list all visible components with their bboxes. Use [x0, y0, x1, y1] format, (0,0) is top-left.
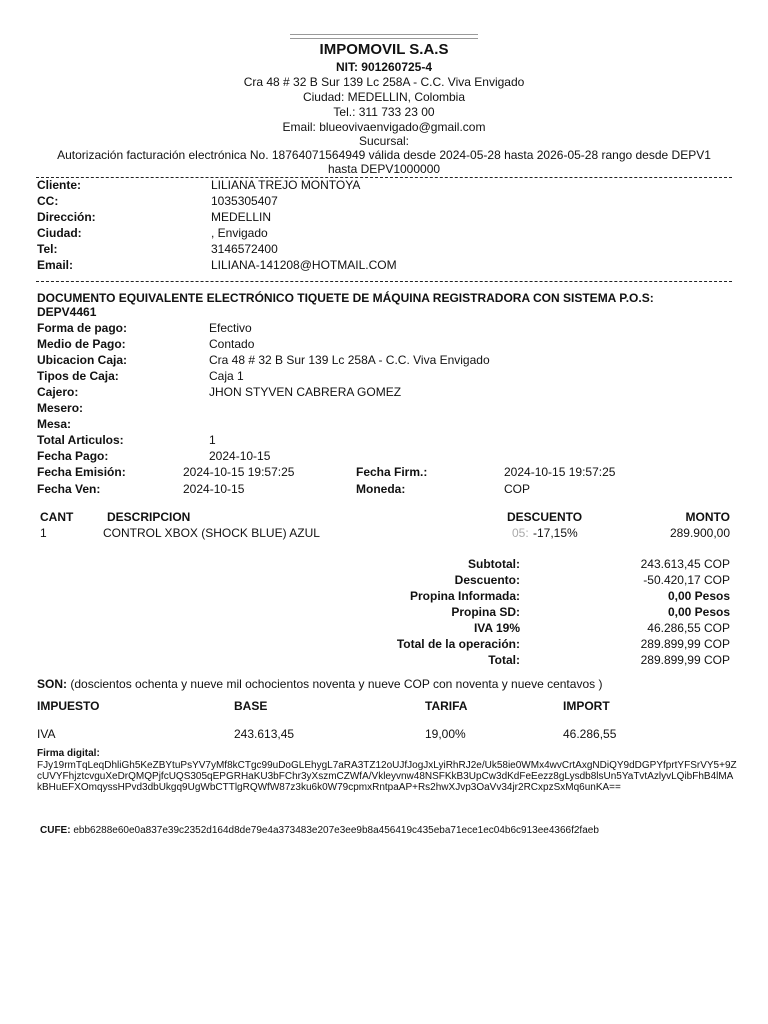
- address-label: Dirección:: [37, 210, 96, 224]
- tax-impuesto: IVA: [37, 727, 56, 741]
- email-value: LILIANA-141208@HOTMAIL.COM: [211, 258, 397, 272]
- fecha-emision-label: Fecha Emisión:: [37, 465, 126, 479]
- cufe-label: CUFE:: [40, 825, 71, 836]
- top-divider: [290, 34, 478, 39]
- cufe-value: ebb6288e60e0a837e39c2352d164d8de79e4a373483e207e3ee9b8a456419c435eba71ece1ec04b6c913ee4366f2faeb: [73, 825, 599, 836]
- city-value: , Envigado: [211, 226, 268, 240]
- company-phone: Tel.: 311 733 23 00: [333, 105, 435, 119]
- field-label: Tipos de Caja:: [37, 369, 119, 383]
- company-nit: NIT: 901260725-4: [335, 60, 433, 74]
- col-descripcion: DESCRIPCION: [107, 510, 191, 524]
- cufe: [40, 825, 599, 836]
- company-name: IMPOMOVIL S.A.S: [319, 41, 449, 58]
- col-impuesto: IMPUESTO: [37, 699, 100, 713]
- item-desc: CONTROL XBOX (SHOCK BLUE) AZUL: [103, 526, 320, 540]
- field-label: Fecha Pago:: [37, 449, 109, 463]
- address-value: MEDELLIN: [211, 210, 272, 224]
- iva-label: IVA 19%: [473, 621, 520, 635]
- propina-sd-label: Propina SD:: [451, 605, 520, 619]
- client-label: Cliente:: [37, 178, 82, 192]
- total-value: 289.899,99 COP: [640, 653, 730, 667]
- document-number: DEPV4461: [37, 305, 97, 319]
- fecha-ven-value: 2024-10-15: [183, 482, 245, 496]
- son-label: SON:: [37, 677, 67, 691]
- field-label: Total Articulos:: [37, 433, 124, 447]
- divider: [36, 177, 732, 178]
- field-value: Efectivo: [209, 321, 252, 335]
- col-import: IMPORT: [563, 699, 610, 713]
- propina-sd-value: 0,00 Pesos: [667, 605, 730, 619]
- fecha-firm-value: 2024-10-15 19:57:25: [504, 465, 616, 479]
- fecha-emision-value: 2024-10-15 19:57:25: [183, 465, 295, 479]
- descuento-value: -50.420,17 COP: [643, 573, 730, 587]
- signature-value: FJy19rmTqLeqDhliGh5KeZBYtuPsYV7yMf8kCTgc99uDoGLEhygL7aRA3TZ12oUJfJogJxLyiRhRJ2e/Uk58ie0WMx4wvCrtAxgNDiQY9dDGPYfprtYFSrVY5+9ZcUVYFhjztcvguXeDrQMQPjfcUQS305qEPGRHaKU3bFChr3yXszmCZWfA/Vkleyvnw48NSFKkB3UpCw3dKdFeEezz8gLysdb8lsUn5YaTvtAzlyvLQibFhB4lMAkBHuEFXOmqyssHPvd3dbUkgq9UgWbCTTlgRQWfW87z3ku6k0W79cpmxRntpaAP+Rs2hwXJvp3OaVv34jr2RCxpzSxMq6unKA==: [37, 760, 737, 793]
- propina-informada-value: 0,00 Pesos: [667, 589, 730, 603]
- son-text: (doscientos ochenta y nueve mil ochocientos noventa y nueve COP con noventa y nueve centavos ): [70, 677, 603, 691]
- client-value: LILIANA TREJO MONTOYA: [211, 178, 361, 192]
- field-label: Mesa:: [37, 417, 72, 431]
- field-value: Cra 48 # 32 B Sur 139 Lc 258A - C.C. Viva Envigado: [209, 353, 490, 367]
- field-label: Medio de Pago:: [37, 337, 126, 351]
- descuento-label: Descuento:: [454, 573, 520, 587]
- moneda-label: Moneda:: [356, 482, 406, 496]
- field-label: Mesero:: [37, 401, 84, 415]
- amount-in-words: [37, 677, 602, 692]
- tax-import: 46.286,55: [563, 727, 617, 741]
- document-title: DOCUMENTO EQUIVALENTE ELECTRÓNICO TIQUETE DE MÁQUINA REGISTRADORA CON SISTEMA P.O.S:: [37, 291, 654, 305]
- iva-value: 46.286,55 COP: [647, 621, 730, 635]
- fecha-ven-label: Fecha Ven:: [37, 482, 101, 496]
- cc-value: 1035305407: [211, 194, 278, 208]
- total-operacion-label: Total de la operación:: [396, 637, 520, 651]
- col-cant: CANT: [40, 510, 74, 524]
- tax-base: 243.613,45: [234, 727, 295, 741]
- moneda-value: COP: [504, 482, 531, 496]
- divider: [36, 281, 732, 282]
- email-label: Email:: [37, 258, 74, 272]
- field-value: JHON STYVEN CABRERA GOMEZ: [209, 385, 402, 399]
- field-label: Ubicacion Caja:: [37, 353, 128, 367]
- field-label: Forma de pago:: [37, 321, 128, 335]
- subtotal-value: 243.613,45 COP: [640, 557, 730, 571]
- company-branch: Sucursal:: [358, 134, 410, 148]
- col-base: BASE: [234, 699, 268, 713]
- propina-informada-label: Propina Informada:: [409, 589, 520, 603]
- signature-label: Firma digital:: [37, 748, 100, 759]
- field-value: Caja 1: [209, 369, 244, 383]
- field-value: 2024-10-15: [209, 449, 271, 463]
- fecha-firm-label: Fecha Firm.:: [356, 465, 428, 479]
- item-discount: -17,15%: [533, 526, 578, 540]
- tax-tarifa: 19,00%: [425, 727, 466, 741]
- city-label: Ciudad:: [37, 226, 82, 240]
- col-descuento: DESCUENTO: [507, 510, 583, 524]
- field-value: Contado: [209, 337, 255, 351]
- field-label: Cajero:: [37, 385, 79, 399]
- subtotal-label: Subtotal:: [468, 557, 520, 571]
- item-cant: 1: [40, 526, 47, 540]
- col-monto: MONTO: [685, 510, 730, 524]
- authorization-line-2: hasta DEPV1000000: [327, 162, 441, 176]
- company-email: Email: blueovivaenvigado@gmail.com: [282, 120, 486, 134]
- item-discount-prefix: 05:: [512, 526, 529, 540]
- authorization-line-1: Autorización facturación electrónica No. 18764071564949 válida desde 2024-05-28 hasta 2026-05-28 rango desde DEPV1: [57, 148, 711, 162]
- tel-label: Tel:: [37, 242, 58, 256]
- company-city: Ciudad: MEDELLIN, Colombia: [302, 90, 466, 104]
- company-address: Cra 48 # 32 B Sur 139 Lc 258A - C.C. Viva Envigado: [243, 75, 525, 89]
- item-monto: 289.900,00: [669, 526, 730, 540]
- tel-value: 3146572400: [211, 242, 278, 256]
- cc-label: CC:: [37, 194, 59, 208]
- total-operacion-value: 289.899,99 COP: [640, 637, 730, 651]
- col-tarifa: TARIFA: [425, 699, 468, 713]
- total-label: Total:: [488, 653, 520, 667]
- field-value: 1: [209, 433, 216, 447]
